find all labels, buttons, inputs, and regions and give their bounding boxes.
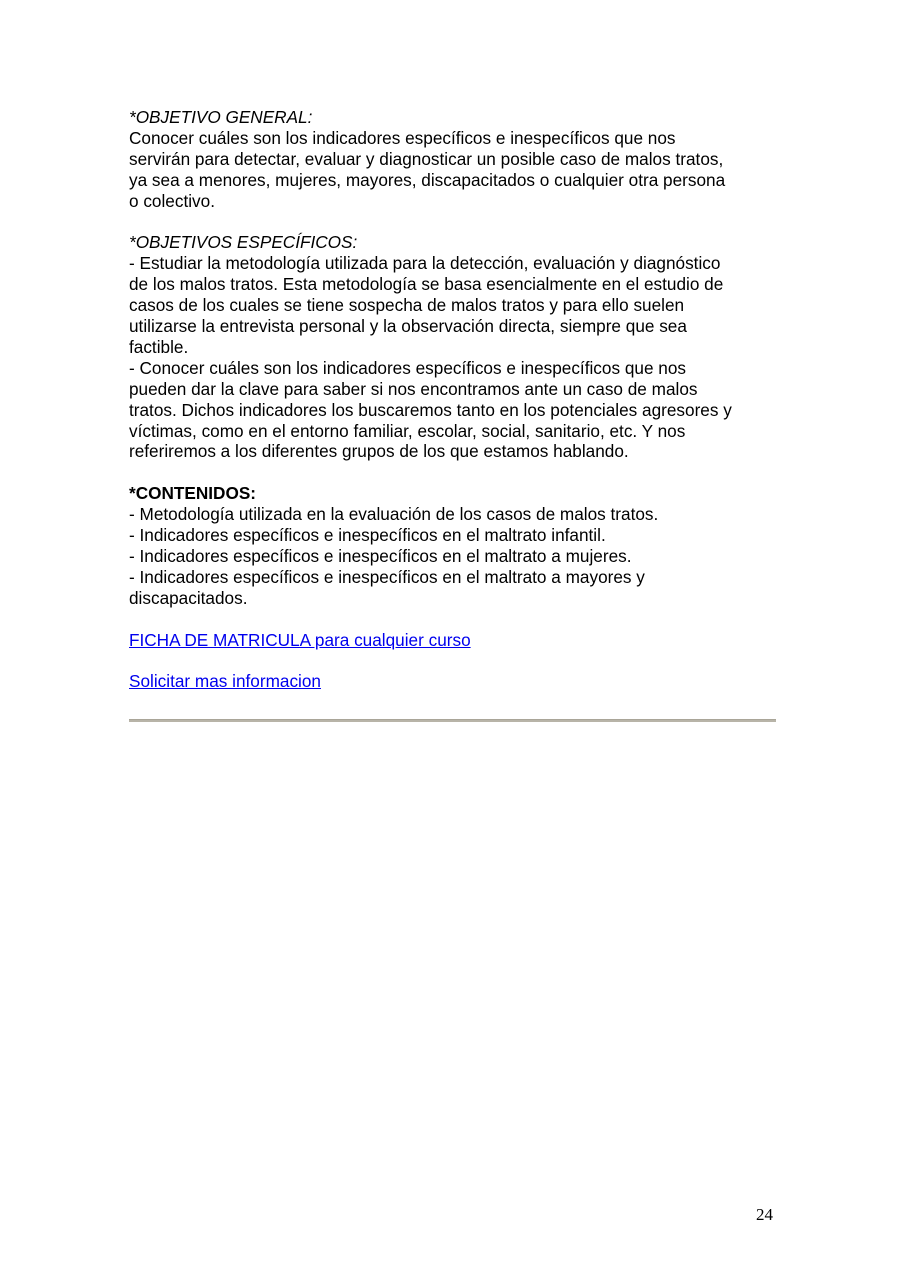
spacer [129, 462, 779, 483]
info-link-row [129, 671, 779, 692]
paragraph-line: pueden dar la clave para saber si nos encontramos ante un caso de malos [129, 378, 698, 399]
document-body [129, 107, 779, 692]
paragraph-line: Conocer cuáles son los indicadores específicos e inespecíficos que nos [129, 127, 676, 148]
spacer [129, 609, 779, 630]
objetivo-general-heading: *OBJETIVO GENERAL: [129, 107, 313, 127]
contenidos-heading: *CONTENIDOS: [129, 483, 257, 504]
page-number: 24 [756, 1205, 773, 1224]
paragraph-line: factible. [129, 336, 189, 357]
paragraph-line: tratos. Dichos indicadores los buscaremos tanto en los potenciales agresores y [129, 399, 732, 420]
paragraph-line: servirán para detectar, evaluar y diagnosticar un posible caso de malos tratos, [129, 148, 724, 169]
spacer [129, 212, 779, 233]
paragraph-line: víctimas, como en el entorno familiar, escolar, social, sanitario, etc. Y nos [129, 420, 686, 441]
contenidos-section [129, 483, 779, 608]
ficha-link-row [129, 630, 779, 651]
paragraph-line: utilizarse la entrevista personal y la observación directa, siempre que sea [129, 316, 687, 337]
paragraph-line: - Estudiar la metodología utilizada para la detección, evaluación y diagnóstico [129, 253, 721, 274]
list-item: - Indicadores específicos e inespecíficos en el maltrato infantil. [129, 525, 606, 546]
ficha-matricula-link[interactable]: FICHA DE MATRICULA para cualquier curso [129, 629, 471, 650]
paragraph-line: referiremos a los diferentes grupos de los que estamos hablando. [129, 441, 629, 462]
objetivos-especificos-heading: *OBJETIVOS ESPECÍFICOS: [129, 232, 358, 253]
list-item: - Indicadores específicos e inespecíficos en el maltrato a mujeres. [129, 546, 632, 566]
solicitar-informacion-link[interactable]: Solicitar mas informacion [129, 671, 321, 692]
paragraph-line: - Conocer cuáles son los indicadores específicos e inespecíficos que nos [129, 357, 686, 378]
list-item: discapacitados. [129, 587, 248, 608]
list-item: - Metodología utilizada en la evaluación de los casos de malos tratos. [129, 504, 659, 525]
paragraph-line: casos de los cuales se tiene sospecha de malos tratos y para ello suelen [129, 295, 685, 316]
spacer [129, 651, 779, 672]
objetivo-general-section [129, 107, 779, 212]
paragraph-line: ya sea a menores, mujeres, mayores, discapacitados o cualquier otra persona [129, 169, 726, 190]
list-item: - Indicadores específicos e inespecíficos en el maltrato a mayores y [129, 566, 645, 587]
objetivos-especificos-section [129, 232, 779, 462]
horizontal-rule [129, 719, 776, 722]
paragraph-line: o colectivo. [129, 190, 215, 211]
paragraph-line: de los malos tratos. Esta metodología se basa esencialmente en el estudio de [129, 274, 724, 295]
